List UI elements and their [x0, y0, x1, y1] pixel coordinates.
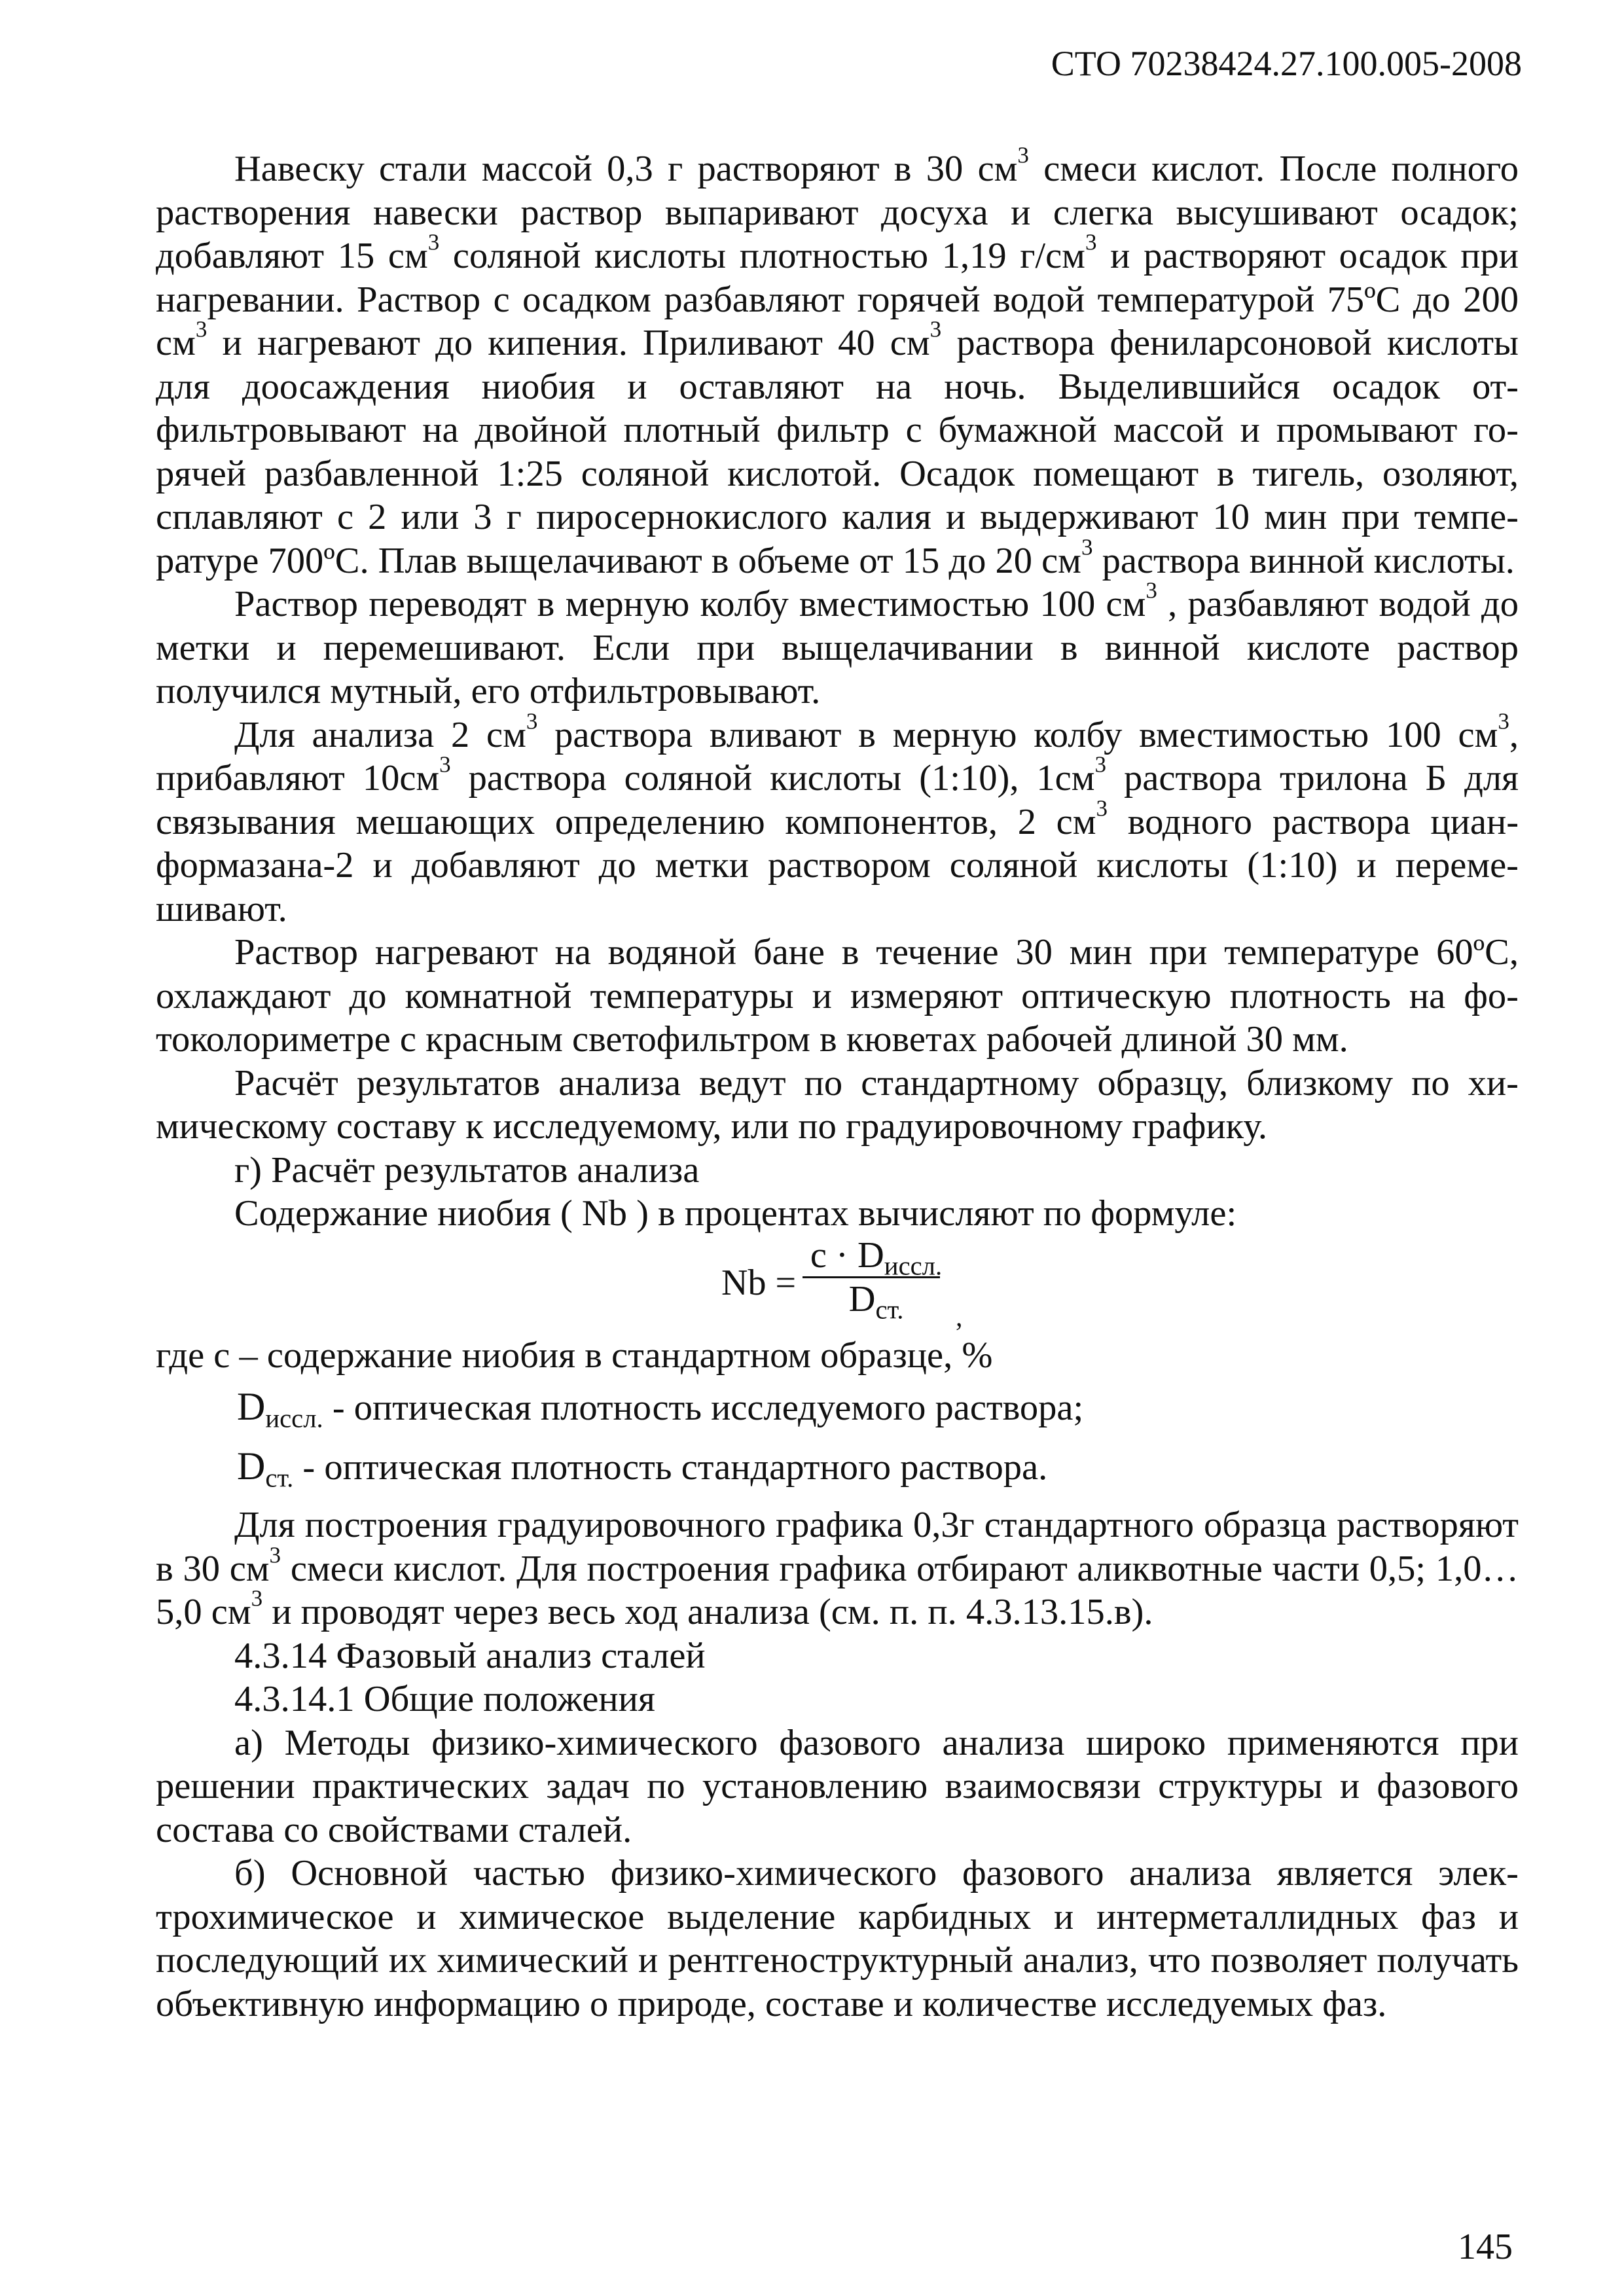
- section-heading-phase-analysis: 4.3.14 Фазовый анализ сталей: [234, 1635, 706, 1676]
- superscript: 3: [269, 1542, 281, 1568]
- superscript: 3: [1085, 229, 1097, 255]
- superscript: 3: [1096, 795, 1108, 821]
- document-code-header: СТО 70238424.27.100.005-2008: [1051, 44, 1522, 83]
- superscript: 3: [439, 751, 451, 778]
- superscript: 3: [1498, 708, 1509, 734]
- subsection-heading-general: 4.3.14.1 Общие положения: [234, 1679, 655, 1719]
- superscript: 3: [251, 1585, 263, 1611]
- formula-lhs: Nb =: [721, 1262, 797, 1303]
- superscript: 3: [1017, 142, 1029, 168]
- paragraph-sample-dissolution: Навеску стали массой 0,3 г растворяют в 30 $см^3$ смеси кислот. После полного растворения навески раствор выпаривают досуха и слегка высушивают осадок; добавляют 15 $см^3$ соляной кислоты плотностью 1,19 $г/см^3$ и растворяют осадок при нагревании. Раствор с осадком разбавляют горячей водой температурой 75ºС до 200 $см^3$ и нагревают до кипения. Приливают 40 $см^3$ раствора фениларсоновой кислоты для доосаждения ниобия и оставляют на ночь. Выделившийся осадок отфильтровывают на двойной плотный фильтр с бумажной массой и промывают горячей разбавленной 1:25 соляной кислотой. Осадок помещают в тигель, озоляют, сплавляют с 2 или 3 г пиросернокислого калия и выдерживают 10 мин при температуре 700ºС. Плав выщелачивают в объеме от 15 до 20 $см^3$ раствора винной кислоты.: [156, 142, 1519, 581]
- formula-where-line: где с – содержание ниобия в стандартном образце, %: [156, 1335, 993, 1376]
- page-content: [156, 142, 1519, 2026]
- superscript: 3: [1094, 751, 1107, 778]
- niobium-formula: [156, 1236, 1519, 1334]
- paragraph-analysis-aliquot: Для анализа 2 $см^3$ раствора вливают в мерную колбу вместимостью 100 $см^3$, прибавляют $10см^3$ раствора соляной кислоты (1:10), $1см^3$ раствора трилона Б для связывания мешающих определению компонентов, 2 $см^3$ водного раствора цианформазана-2 и добавляют до метки раствором соляной кислоты (1:10) и перемешивают.: [156, 708, 1519, 929]
- paragraph-calculation-basis: Расчёт результатов анализа ведут по стандартному образцу, близкому по химическому составу к исследуемому, или по градуировочному графику.: [156, 1062, 1519, 1147]
- formula-denominator: $D_{ст.}$: [848, 1278, 904, 1324]
- superscript: 3: [929, 316, 942, 342]
- page-number: 145: [1458, 2227, 1513, 2267]
- paragraph-formula-intro: Содержание ниобия ( Nb ) в процентах вычисляют по формуле:: [234, 1193, 1237, 1234]
- superscript: 3: [427, 229, 440, 255]
- variable-d-sample: $D_{иссл.}$ - оптическая плотность исследуемого раствора;: [237, 1385, 1084, 1433]
- superscript: 3: [526, 708, 538, 734]
- paragraph-item-b: б) Основной частью физико-химического фазового анализа является электрохимическое и химическое выделение карбидных и интерметаллидных фаз и последующий их химический и рентгеноструктурный анализ, что позволяет получать объективную информацию о природе, составе и количестве исследуемых фаз.: [156, 1853, 1519, 2024]
- paragraph-calculation-heading: г) Расчёт результатов анализа: [234, 1149, 700, 1191]
- variable-d-standard: $D_{ст.}$ - оптическая плотность стандартного раствора.: [237, 1444, 1048, 1492]
- paragraph-item-a: а) Методы физико-химического фазового анализа широко применяются при решении практических задач по установлению взаимосвязи структуры и фазового состава со свойствами сталей.: [156, 1722, 1519, 1850]
- superscript: 3: [1081, 534, 1093, 560]
- paragraph-calibration-graph: Для построения градуировочного графика 0,3г стандартного образца растворяют в 30 $см^3$ смеси кислот. Для построения графика отбирают аликвотные части 0,5; 1,0…5,0 $см^3$ и проводят через весь ход анализа (см. п. п. 4.3.13.15.в).: [156, 1505, 1519, 1632]
- paragraph-heating: Раствор нагревают на водяной бане в течение 30 мин при температуре 60ºС, охлаждают до комнатной температуры и измеряют оптическую плотность на фотоколориметре с красным светофильтром в кюветах рабочей длиной 30 мм.: [156, 932, 1519, 1060]
- formula-fraction: [803, 1234, 950, 1324]
- superscript: 3: [1146, 577, 1157, 603]
- formula-numerator: $c \cdot D_{иссл.}$: [810, 1234, 943, 1280]
- formula-comma: ,: [956, 1302, 963, 1333]
- paragraph-volumetric-flask: Раствор переводят в мерную колбу вместимостью 100 $см^3$ , разбавляют водой до метки и перемешивают. Если при выщелачивании в винной кислоте раствор получился мутный, его отфильтровывают.: [156, 577, 1519, 711]
- superscript: 3: [195, 316, 208, 342]
